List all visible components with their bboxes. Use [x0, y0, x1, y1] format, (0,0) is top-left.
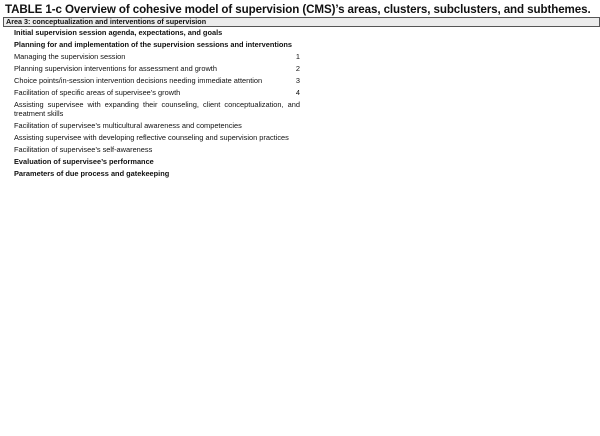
row-text: Planning for and implementation of the supervision sessions and interventions — [14, 40, 293, 49]
row-text: Planning supervision interventions for assessment and growth — [14, 64, 217, 73]
table-title: TABLE 1-c Overview of cohesive model of supervision (CMS)’s areas, clusters, subclusters, and subthemes. — [5, 3, 591, 16]
row-text: Assisting supervisee with developing reflective counseling and supervision practices — [14, 133, 289, 142]
row-text: Facilitation of supervisee’s self-awareness — [14, 145, 153, 154]
subcluster-row — [14, 88, 300, 97]
table-rows — [14, 28, 300, 181]
row-text: Choice points/in-session intervention decisions needing immediate attention — [14, 76, 263, 85]
row-text: Initial supervision session agenda, expectations, and goals — [14, 28, 223, 37]
row-number: 2 — [295, 64, 300, 73]
row-text: Facilitation of specific areas of supervisee’s growth — [14, 88, 181, 97]
subcluster-row — [14, 76, 300, 85]
subcluster-row — [14, 52, 300, 61]
row-text: Parameters of due process and gatekeeping — [14, 169, 170, 178]
subtheme-row — [14, 121, 300, 130]
row-number: 4 — [295, 88, 300, 97]
row-text: Assisting supervisee with expanding their counseling, client conceptualization, and treatment skills — [14, 100, 300, 118]
cluster-row — [14, 157, 300, 166]
subcluster-row — [14, 64, 300, 73]
row-number: 1 — [295, 52, 300, 61]
cluster-row — [14, 169, 300, 178]
row-text: Managing the supervision session — [14, 52, 126, 61]
subtheme-row — [14, 145, 300, 154]
cluster-row — [14, 40, 314, 49]
area-header: Area 3: conceptualization and interventions of supervision — [3, 17, 600, 27]
row-number: 3 — [295, 76, 300, 85]
row-text: Evaluation of supervisee’s performance — [14, 157, 154, 166]
cluster-row — [14, 28, 300, 37]
subtheme-row — [14, 100, 300, 118]
subtheme-row — [14, 133, 300, 142]
row-text: Facilitation of supervisee’s multicultural awareness and competencies — [14, 121, 242, 130]
